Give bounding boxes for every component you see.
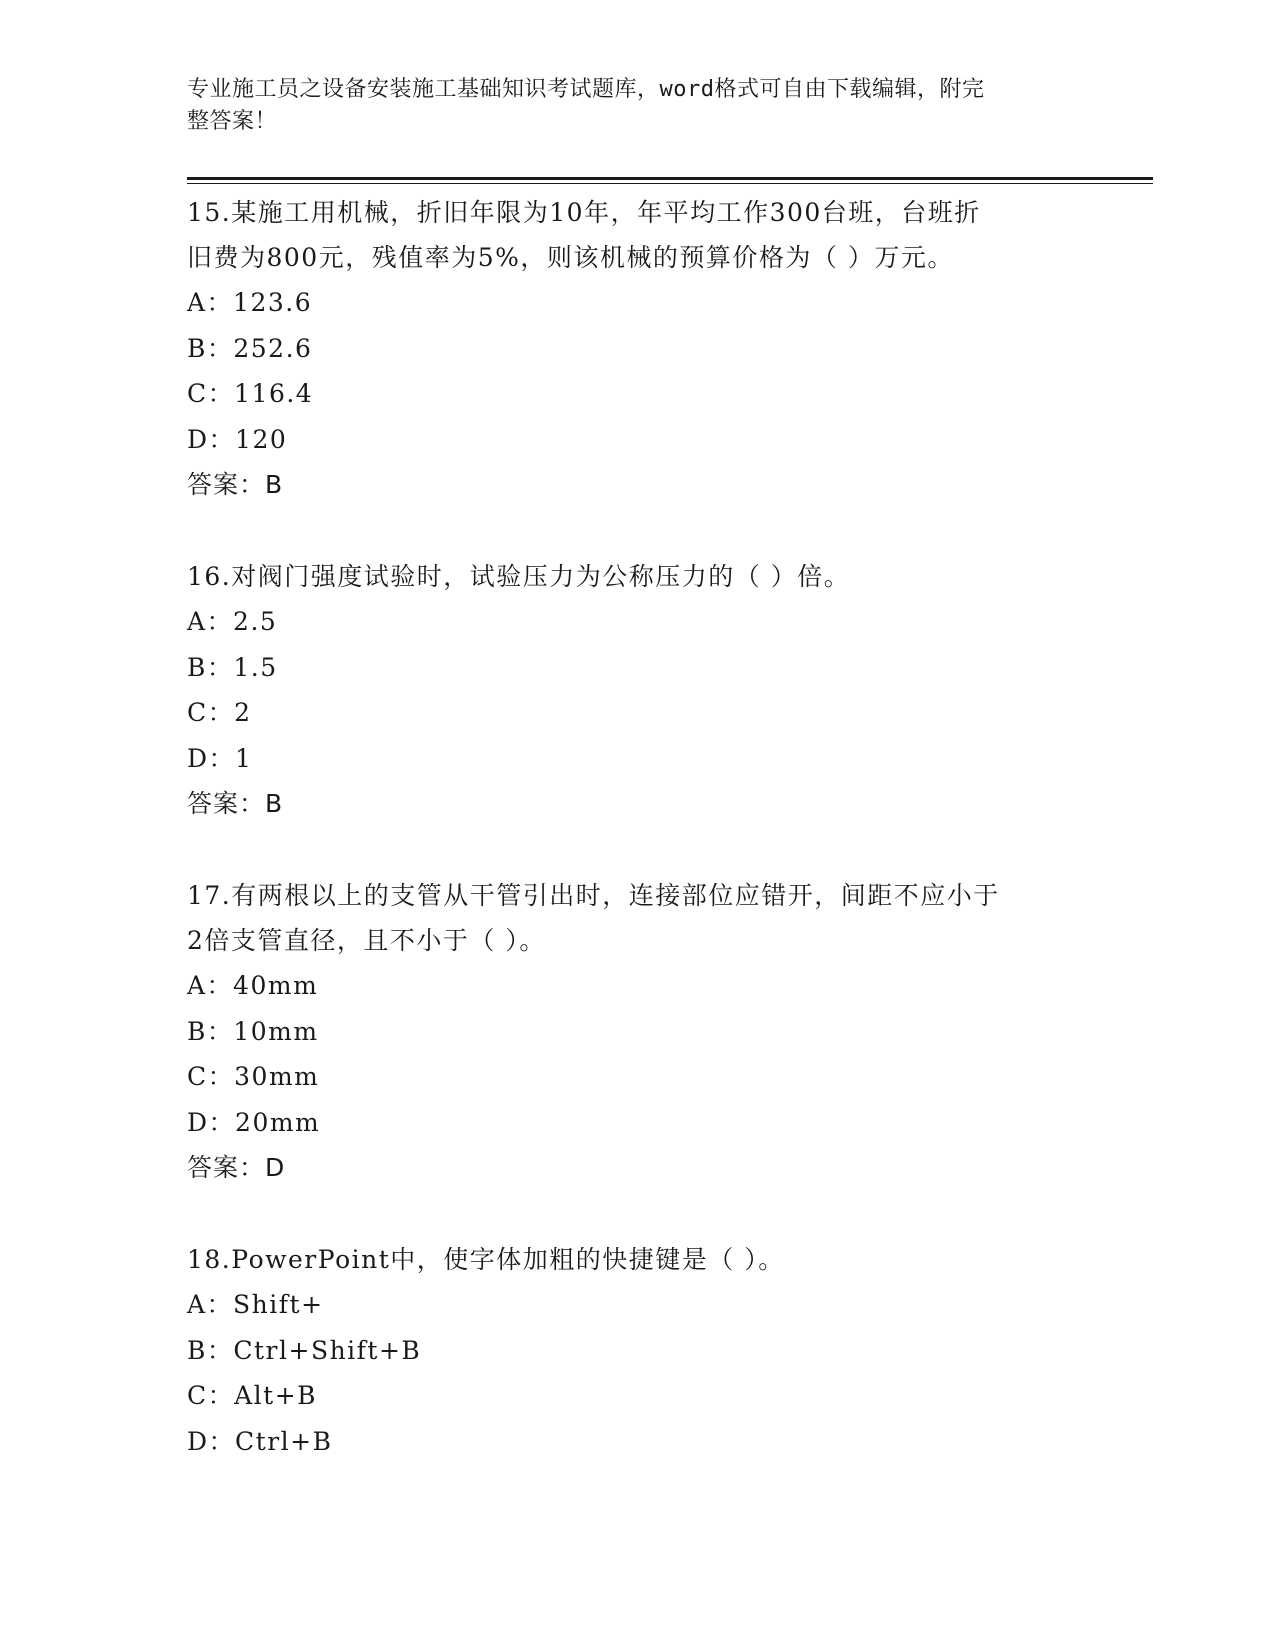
answer-line: 答案：D bbox=[187, 1153, 286, 1182]
header-divider-thick bbox=[187, 177, 1153, 180]
document-header bbox=[187, 74, 1067, 138]
question-stem-line: 18.PowerPoint中，使字体加粗的快捷键是（ ）。 bbox=[187, 1245, 785, 1274]
option-d: D：Ctrl+B bbox=[187, 1426, 333, 1456]
question-17 bbox=[187, 871, 1087, 1190]
option-d: D：1 bbox=[187, 743, 253, 773]
option-c: C：2 bbox=[187, 698, 252, 727]
question-stem-line: 16.对阀门强度试验时，试验压力为公称压力的（ ）倍。 bbox=[187, 562, 851, 591]
option-b: B：10mm bbox=[187, 1016, 319, 1046]
option-b: B：252.6 bbox=[187, 333, 313, 363]
option-a: A：40mm bbox=[187, 971, 319, 1000]
header-divider-thin bbox=[187, 183, 1153, 184]
option-b: B：1.5 bbox=[187, 652, 278, 682]
question-spacer bbox=[187, 507, 1087, 552]
option-d: D：120 bbox=[187, 424, 288, 454]
option-a: A：Shift+ bbox=[187, 1290, 324, 1319]
option-c: C：Alt+B bbox=[187, 1381, 318, 1410]
option-b: B：Ctrl+Shift+B bbox=[187, 1335, 422, 1365]
question-15 bbox=[187, 188, 1087, 507]
answer-line: 答案：B bbox=[187, 470, 284, 499]
question-18 bbox=[187, 1235, 1087, 1464]
option-a: A：2.5 bbox=[187, 607, 278, 636]
question-stem-line: 旧费为800元，残值率为5%，则该机械的预算价格为（ ）万元。 bbox=[187, 243, 954, 272]
question-16 bbox=[187, 552, 1087, 826]
option-c: C：30mm bbox=[187, 1062, 320, 1091]
question-list bbox=[187, 188, 1087, 1464]
option-c: C：116.4 bbox=[187, 379, 314, 408]
option-a: A：123.6 bbox=[187, 288, 313, 317]
option-d: D：20mm bbox=[187, 1107, 321, 1137]
question-stem-line: 17.有两根以上的支管从干管引出时，连接部位应错开，间距不应小于 bbox=[187, 881, 1000, 910]
header-line-1: 专业施工员之设备安装施工基础知识考试题库，word格式可自由下载编辑，附完 bbox=[187, 77, 985, 102]
answer-line: 答案：B bbox=[187, 789, 284, 818]
header-line-2: 整答案！ bbox=[187, 109, 278, 134]
question-stem-line: 15.某施工用机械，折旧年限为10年，年平均工作300台班，台班折 bbox=[187, 198, 981, 227]
question-stem-line: 2倍支管直径，且不小于（ ）。 bbox=[187, 926, 546, 955]
question-spacer bbox=[187, 1190, 1087, 1235]
question-spacer bbox=[187, 826, 1087, 871]
